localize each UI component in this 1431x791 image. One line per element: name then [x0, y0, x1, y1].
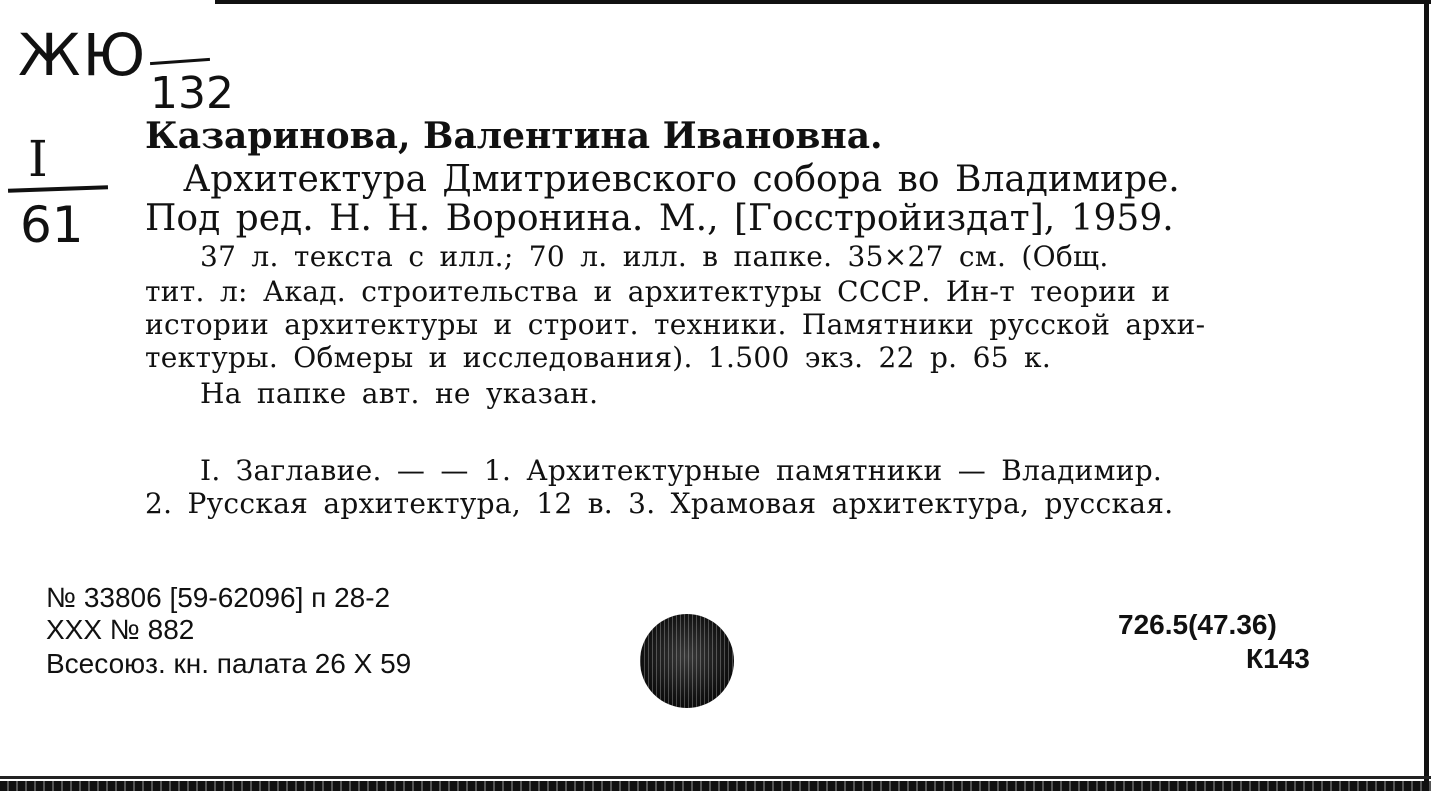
shelfmark-fraction-top: I — [28, 130, 48, 188]
author-heading: Казаринова, Валентина Ивановна. — [145, 115, 883, 157]
shelfmark-top: ЖЮ — [18, 21, 148, 89]
footer-line-2: XXX № 882 — [46, 614, 195, 645]
title-line: Архитектура Дмитриевского собора во Владимире. — [183, 159, 1180, 200]
editor-imprint-line: Под ред. Н. Н. Воронина. М., [Госстройиздат], 1959. — [145, 198, 1174, 239]
author-mark: К143 — [1246, 643, 1310, 674]
card-bottom-edge — [0, 781, 1431, 791]
shelfmark-fraction-line — [8, 185, 108, 192]
footer-line-1: № 33806 [59-62096] п 28-2 — [46, 582, 391, 613]
shelfmark-fraction-bottom: 61 — [20, 196, 84, 254]
card-bottom-rule — [0, 776, 1431, 779]
subject-line-1: I. Заглавие. — — 1. Архитектурные памятники — Владимир. — [200, 454, 1163, 487]
description-line-3: истории архитектуры и строит. техники. Памятники русской архи- — [145, 308, 1206, 341]
description-line-2: тит. л: Акад. строительства и архитектуры СССР. Ин-т теории и — [145, 275, 1171, 308]
punch-hole — [640, 614, 734, 708]
description-line-4: тектуры. Обмеры и исследования). 1.500 экз. 22 р. 65 к. — [145, 341, 1052, 374]
shelfmark-bar — [150, 58, 210, 65]
subject-line-2: 2. Русская архитектура, 12 в. 3. Храмовая архитектура, русская. — [145, 487, 1174, 520]
card-right-edge — [1424, 0, 1429, 791]
card-top-edge — [215, 0, 1431, 4]
description-line-1: 37 л. текста с илл.; 70 л. илл. в папке. 35×27 см. (Общ. — [200, 240, 1109, 273]
note-line: На папке авт. не указан. — [200, 377, 599, 410]
punch-hole-texture — [640, 614, 734, 708]
footer-line-3: Всесоюз. кн. палата 26 X 59 — [46, 648, 412, 679]
classification-number: 726.5(47.36) — [1118, 609, 1277, 640]
shelfmark-sub: 132 — [150, 68, 234, 119]
